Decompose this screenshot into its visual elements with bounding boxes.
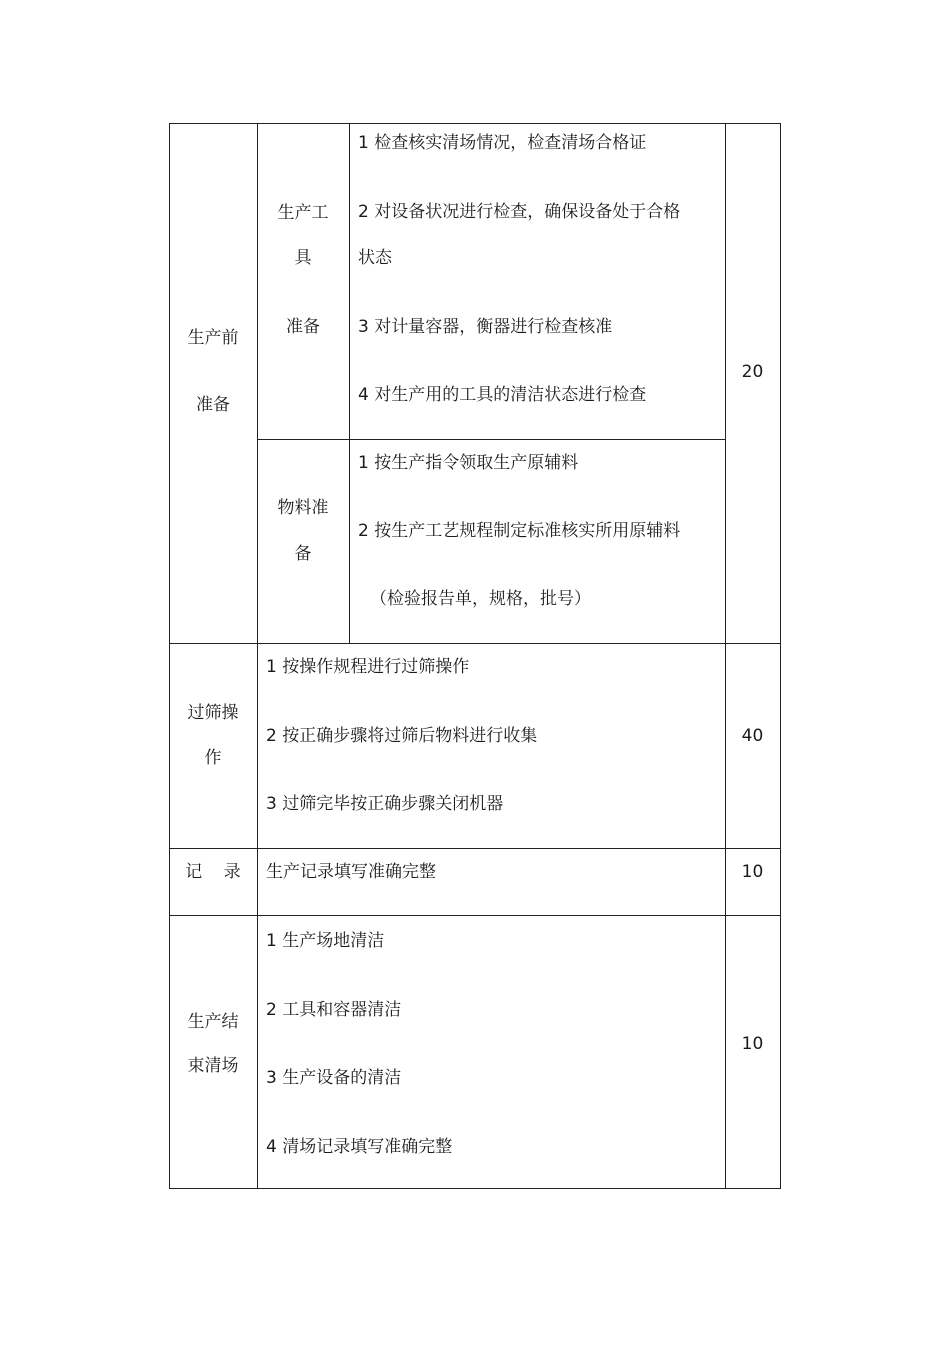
row-divider (169, 848, 781, 849)
score-value: 10 (741, 862, 764, 882)
column-divider (257, 123, 258, 1189)
subsection-label: 具 (294, 248, 312, 268)
score-value: 40 (741, 726, 764, 746)
category-label: 作 (204, 748, 222, 768)
subsection-label: 物料准 (277, 498, 329, 518)
item-text: 2 工具和容器清洁 (266, 1000, 402, 1020)
item-text: 1 按生产指令领取生产原辅料 (358, 453, 579, 473)
item-text: 3 生产设备的清洁 (266, 1068, 402, 1088)
item-text: 生产记录填写准确完整 (266, 862, 436, 882)
category-label: 生产前 (187, 328, 239, 348)
score-value: 10 (741, 1034, 764, 1054)
score-value: 20 (741, 362, 764, 382)
subsection-label: 生产工 (277, 203, 329, 223)
category-label: 束清场 (187, 1056, 239, 1076)
item-text: 4 清场记录填写准确完整 (266, 1137, 453, 1157)
item-text: 1 按操作规程进行过筛操作 (266, 657, 470, 677)
column-divider (349, 123, 350, 644)
item-text: （检验报告单，规格，批号） (370, 589, 591, 609)
table-border-bottom (169, 1188, 781, 1189)
row-divider (258, 439, 726, 440)
table-border-top (169, 123, 781, 124)
item-text: 2 对设备状况进行检查，确保设备处于合格 (358, 202, 681, 222)
item-text: 3 对计量容器，衡器进行检查核准 (358, 317, 613, 337)
category-label: 过筛操 (187, 703, 239, 723)
subsection-label: 备 (294, 544, 312, 564)
item-text: 1 检查核实清场情况，检查清场合格证 (358, 133, 647, 153)
item-text: 状态 (358, 248, 392, 268)
row-divider (169, 915, 781, 916)
item-text: 4 对生产用的工具的清洁状态进行检查 (358, 385, 647, 405)
column-divider (725, 123, 726, 1189)
item-text: 2 按生产工艺规程制定标准核实所用原辅料 (358, 521, 681, 541)
table-border-right (780, 123, 781, 1189)
item-text: 2 按正确步骤将过筛后物料进行收集 (266, 726, 538, 746)
category-label: 准备 (196, 395, 230, 415)
subsection-label: 准备 (286, 317, 320, 337)
row-divider (169, 643, 781, 644)
item-text: 1 生产场地清洁 (266, 931, 385, 951)
category-label: 记 录 (185, 862, 241, 882)
item-text: 3 过筛完毕按正确步骤关闭机器 (266, 794, 504, 814)
category-label: 生产结 (187, 1012, 239, 1032)
